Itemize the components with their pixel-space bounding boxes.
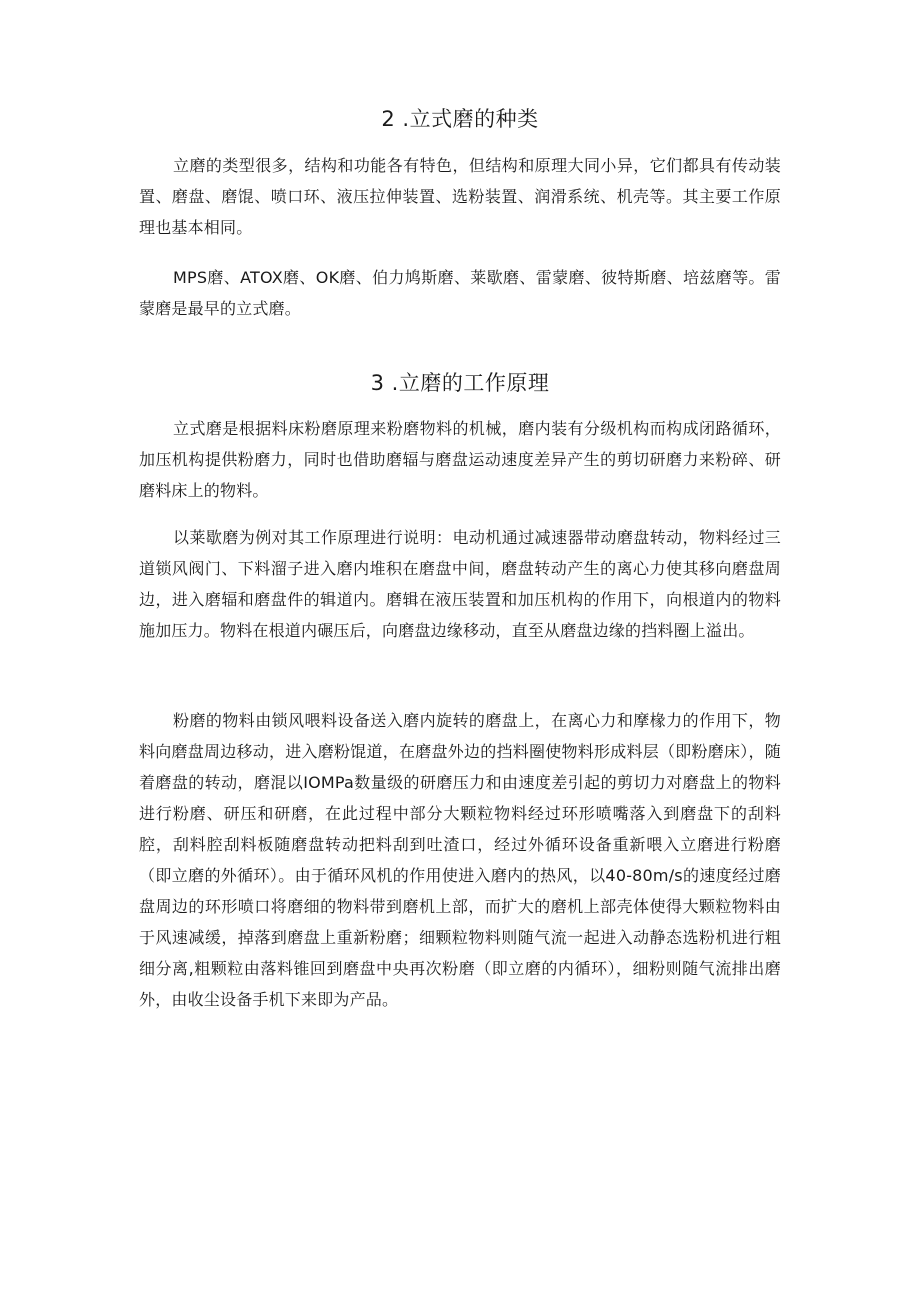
section-2-paragraph-2: MPS磨、ATOX磨、OK磨、伯力鸠斯磨、莱歇磨、雷蒙磨、彼特斯磨、培兹磨等。雷蒙磨是最早的立式磨。 xyxy=(139,268,781,318)
section-2-paragraph-1: 立磨的类型很多，结构和功能各有特色，但结构和原理大同小异，它们都具有传动装置、磨盘、磨馄、喷口环、液压拉伸装置、选粉装置、润滑系统、机壳等。其主要工作原理也基本相同。 xyxy=(139,156,781,237)
section-3-heading: 3 .立磨的工作原理 xyxy=(370,371,550,395)
section-3-paragraph-2: 以莱歇磨为例对其工作原理进行说明：电动机通过减速器带动磨盘转动，物料经过三道锁风阀门、下料溜子进入磨内堆积在磨盘中间，磨盘转动产生的离心力使其移向磨盘周边，进入磨辐和磨盘件的辑道内。磨辑在液压装置和加压机构的作用下，向根道内的物料施加压力。物料在根道内碾压后，向磨盘边缘移动，直至从磨盘边缘的挡料圈上溢出。 xyxy=(139,528,781,640)
section-3-paragraph-3: 粉磨的物料由锁风喂料设备送入磨内旋转的磨盘上，在离心力和摩椽力的作用下，物料向磨盘周边移动，进入磨粉馄道，在磨盘外边的挡料圈使物料形成料层（即粉磨床），随着磨盘的转动，磨混以IOMPa数量级的研磨压力和由速度差引起的剪切力对磨盘上的物料进行粉磨、研压和研磨，在此过程中部分大颗粒物料经过环形喷嘴落入到磨盘下的刮料腔，刮料腔刮料板随磨盘转动把料刮到吐渣口，经过外循环设备重新喂入立磨进行粉磨（即立磨的外循环）。由于循环风机的作用使进入磨内的热风，以40-80m∕s的速度经过磨盘周边的环形喷口将磨细的物料带到磨机上部，而扩大的磨机上部壳体使得大颗粒物料由于风速减缓，掉落到磨盘上重新粉磨；细颗粒物料则随气流一起进入动静态选粉机进行粗细分离,粗颗粒由落料锥回到磨盘中央再次粉磨（即立磨的内循环），细粉则随气流排出磨外，由收尘设备手机下来即为产品。 xyxy=(139,711,781,1009)
section-3-paragraph-1: 立式磨是根据料床粉磨原理来粉磨物料的机械，磨内装有分级机构而构成闭路循环，加压机构提供粉磨力，同时也借助磨辐与磨盘运动速度差异产生的剪切研磨力来粉碎、研磨料床上的物料。 xyxy=(139,419,781,500)
section-2-heading: 2 .立式磨的种类 xyxy=(381,107,539,131)
